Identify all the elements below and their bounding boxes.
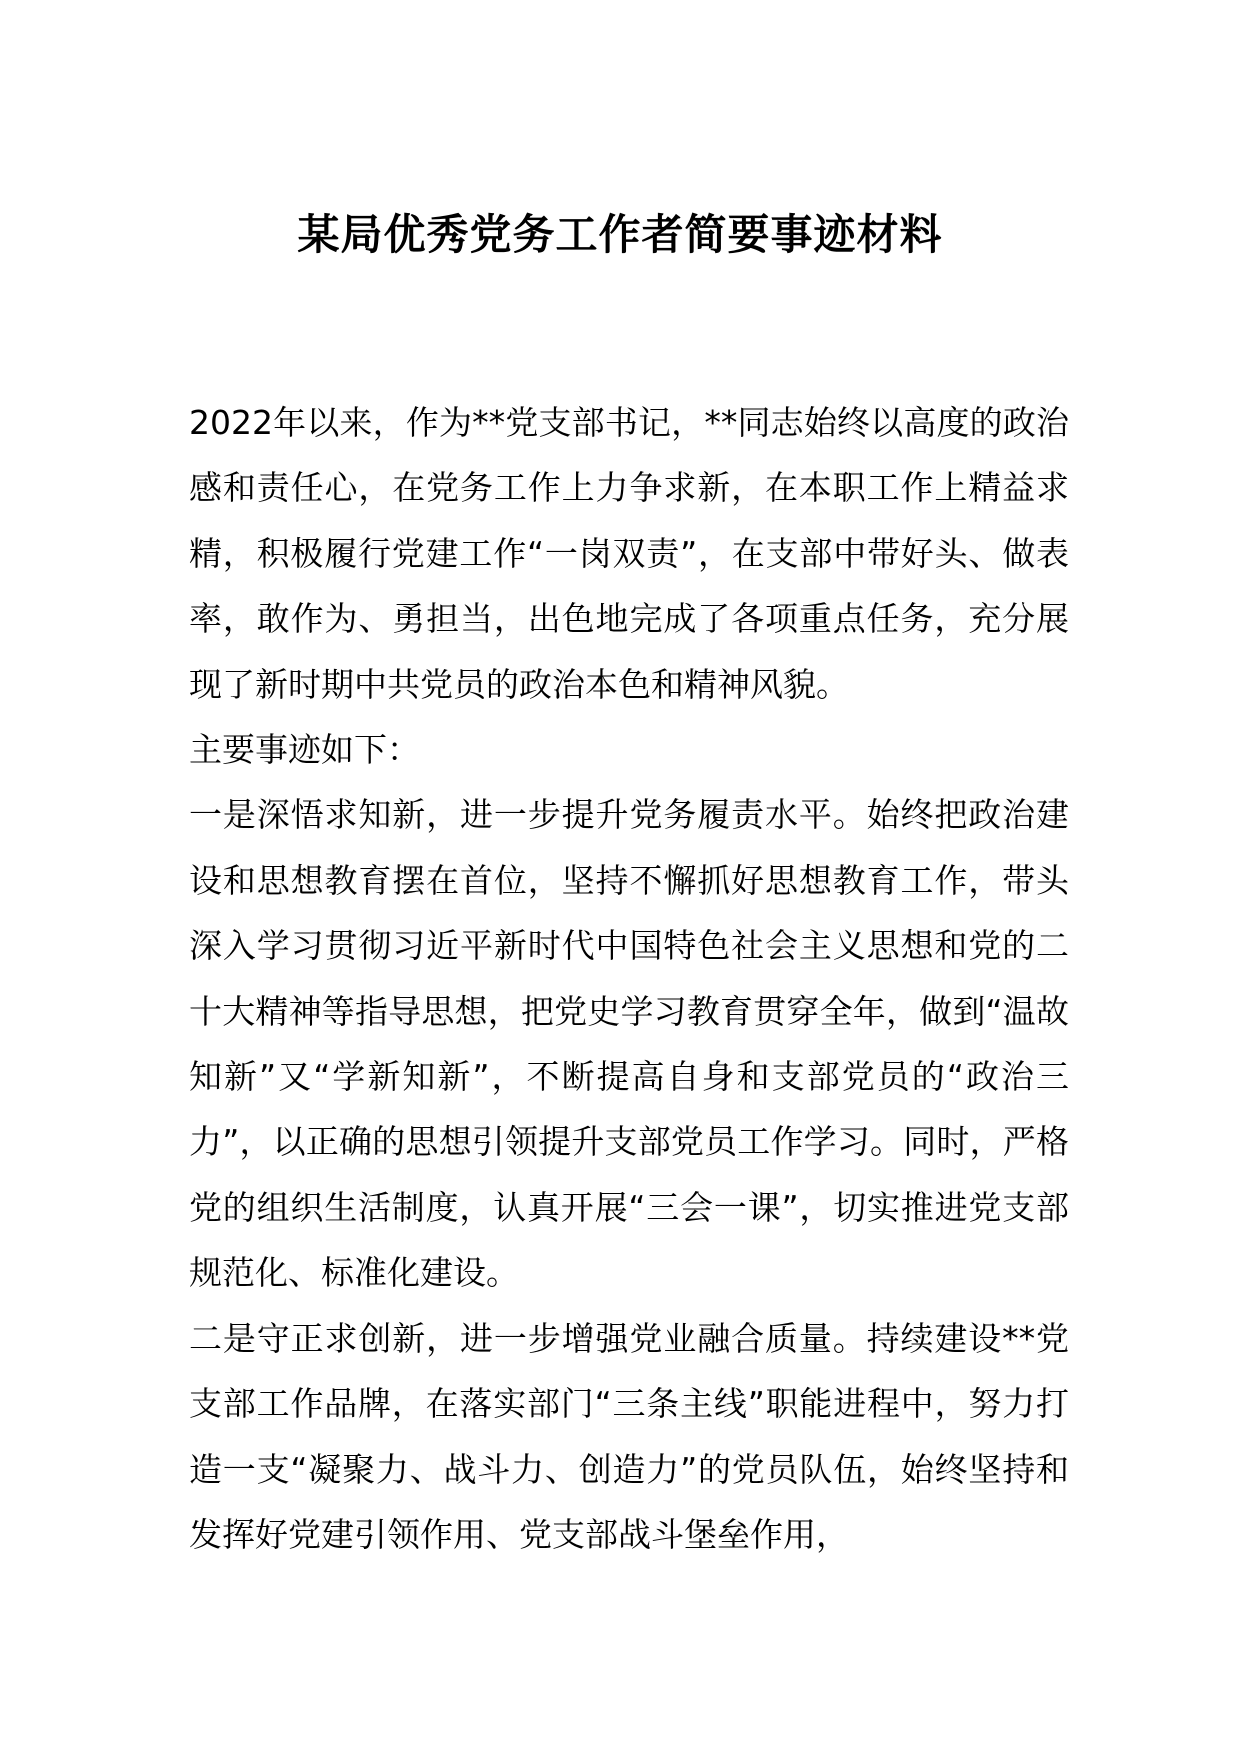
paragraph-intro: 2022年以来，作为**党支部书记，**同志始终以高度的政治感和责任心，在党务工作上力争求新，在本职工作上精益求精，积极履行党建工作“一岗双责”，在支部中带好头、做表率，敢作为、勇担当，出色地完成了各项重点任务，充分展现了新时期中共党员的政治本色和精神风貌。 [189,403,1069,704]
paragraph-point-two: 二是守正求创新，进一步增强党业融合质量。持续建设**党支部工作品牌，在落实部门“三条主线”职能进程中，努力打造一支“凝聚力、战斗力、创造力”的党员队伍，始终坚持和发挥好党建引领作用、党支部战斗堡垒作用， [189,1318,1069,1554]
paragraph-main-deeds-heading: 主要事迹如下： [189,730,420,770]
paragraph-point-one: 一是深悟求知新，进一步提升党务履责水平。始终把政治建设和思想教育摆在首位，坚持不懈抓好思想教育工作，带头深入学习贯彻习近平新时代中国特色社会主义思想和党的二十大精神等指导思想，把党史学习教育贯穿全年，做到“温故知新”又“学新知新”，不断提高自身和支部党员的“政治三力”，以正确的思想引领提升支部党员工作学习。同时，严格党的组织生活制度，认真开展“三会一课”，切实推进党支部规范化、标准化建设。 [189,795,1069,1293]
document-title: 某局优秀党务工作者简要事迹材料 [297,210,943,259]
document-body [189,390,1069,1567]
